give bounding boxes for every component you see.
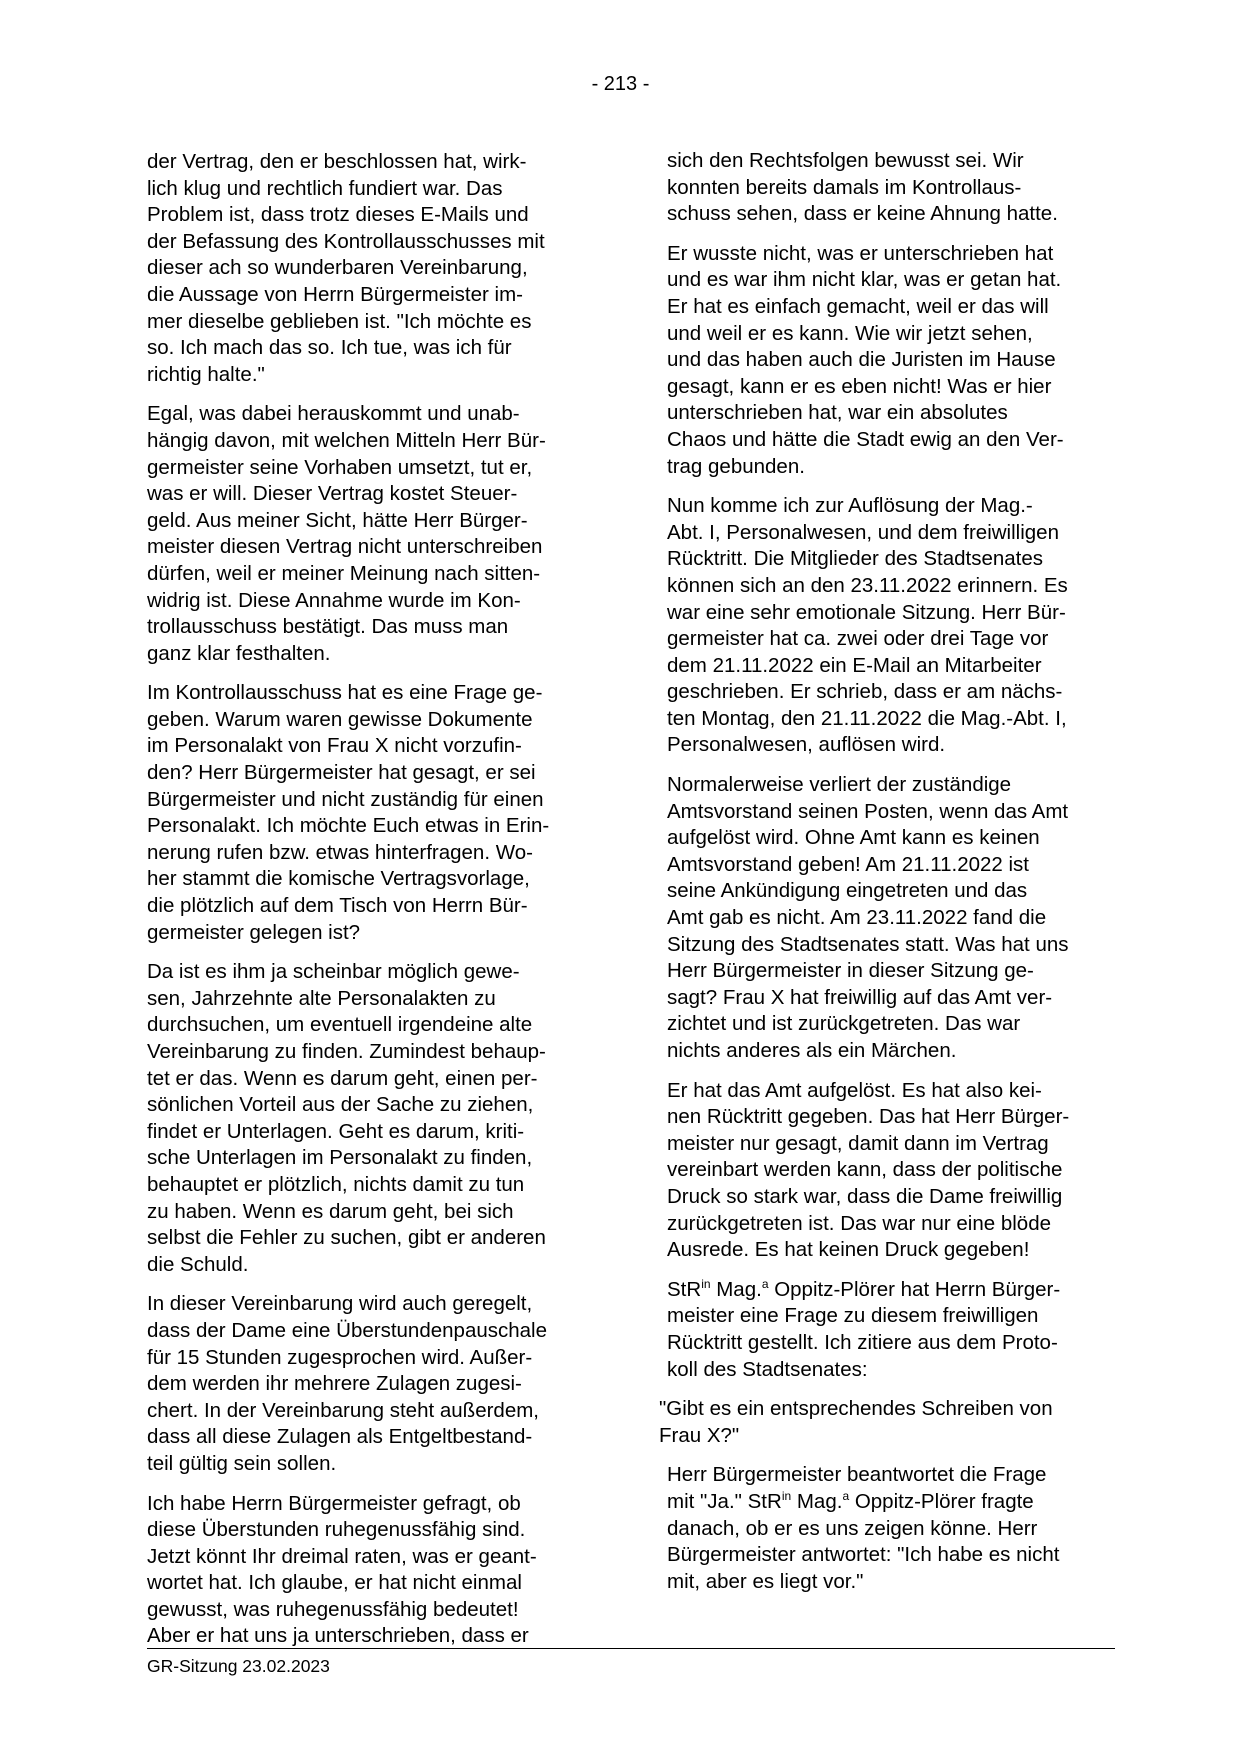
title-str: StR	[667, 1277, 702, 1301]
title-str-superscript: in	[781, 1488, 792, 1503]
paragraph: In dieser Vereinbarung wird auch geregelt, dass der Dame eine Überstundenpauschale für 15 Stunden zugesprochen wird. Außer- dem werden ihr mehrere Zulagen zugesi- chert. In der Vereinbarung steht außerdem, dass all diese Zulagen als Entgeltbestand- teil gültig sein sollen.	[147, 1292, 548, 1475]
title-mag: Mag.	[791, 1489, 843, 1513]
footer-divider	[147, 1648, 1115, 1649]
paragraph-text: Herr Bürgermeister beantwortet die Frage mit "Ja."	[667, 1463, 1047, 1513]
paragraph: Er hat das Amt aufgelöst. Es hat also kei- nen Rücktritt gegeben. Das hat Herr Bürger- meister nur gesagt, damit dann im Vertrag vereinbart werden kann, dass der politische Druck so stark war, dass die Dame freiwillig zurückgetreten ist. Das war nur eine blöde Ausrede. Es hat keinen Druck gegeben!	[667, 1078, 1070, 1262]
paragraph: Im Kontrollausschuss hat es eine Frage ge- geben. Warum waren gewisse Dokumente im Personalakt von Frau X nicht vorzufin- den? Herr Bürgermeister hat gesagt, er sei Bürgermeister und nicht zuständig für einen Personalakt. Ich möchte Euch etwas in Erin- nerung rufen bzw. etwas hinterfragen. Wo- her stammt die komische Vertragsvorlage, die plötzlich auf dem Tisch von Herrn Bür- germeister gelegen ist?	[147, 681, 550, 944]
paragraph: Da ist es ihm ja scheinbar möglich gewe- sen, Jahrzehnte alte Personalakten zu durchsuchen, um eventuell irgendeine alte Vereinbarung zu finden. Zumindest behaup- tet er das. Wenn es darum geht, einen per- sönlichen Vorteil aus der Sache zu ziehen, findet er Unterlagen. Geht es darum, kriti- sche Unterlagen im Personalakt zu finden, behauptet er plötzlich, nichts damit zu tun zu haben. Wenn es darum geht, bei sich selbst die Fehler zu suchen, gibt er anderen die Schuld.	[147, 960, 546, 1276]
paragraph: sich den Rechtsfolgen bewusst sei. Wir konnten bereits damals im Kontrollaus- schuss sehen, dass er keine Ahnung hatte.	[667, 149, 1058, 226]
footer-session-date: GR-Sitzung 23.02.2023	[147, 1656, 330, 1676]
paragraph-text: Oppitz-Plörer hat Herrn Bürger- meister eine Frage zu diesem freiwilligen Rücktritt gestellt. Ich zitiere aus dem Proto- koll des Stadtsenates:	[667, 1277, 1061, 1381]
paragraph: Normalerweise verliert der zuständige Amtsvorstand seinen Posten, wenn das Amt aufgelöst wird. Ohne Amt kann es keinen Amtsvorstand geben! Am 21.11.2022 ist seine Ankündigung eingetreten und das Amt gab es nicht. Am 23.11.2022 fand die Sitzung des Stadtsenates statt. Was hat uns Herr Bürgermeister in dieser Sitzung ge- sagt? Frau X hat freiwillig auf das Amt ver- zichtet und ist zurückgetreten. Das war nichts anderes als ein Märchen.	[667, 773, 1069, 1062]
paragraph: der Vertrag, den er beschlossen hat, wirk- lich klug und rechtlich fundiert war. Das Problem ist, dass trotz dieses E-Mails und der Befassung des Kontrollausschusses mit dieser ach so wunderbaren Vereinbarung, die Aussage von Herrn Bürgermeister im- mer dieselbe geblieben ist. "Ich möchte es so. Ich mach das so. Ich tue, was ich für richtig halte."	[147, 150, 545, 386]
paragraph: Er wusste nicht, was er unterschrieben hat und es war ihm nicht klar, was er getan hat. Er hat es einfach gemacht, weil er das will und weil er es kann. Wie wir jetzt sehen, und das haben auch die Juristen im Hause gesagt, kann er es eben nicht! Was er hier unterschrieben hat, war ein absolutes Chaos und hätte die Stadt ewig an den Ver- trag gebunden.	[667, 241, 1064, 478]
paragraph: Nun komme ich zur Auflösung der Mag.- Abt. I, Personalwesen, und dem freiwilligen Rücktritt. Die Mitglieder des Stadtsenates können sich an den 23.11.2022 erinnern. Es war eine sehr emotionale Sitzung. Herr Bür- germeister hat ca. zwei oder drei Tage vor dem 21.11.2022 ein E-Mail an Mitarbeiter geschrieben. Er schrieb, dass er am nächs- ten Montag, den 21.11.2022 die Mag.-Abt. I, Personalwesen, auflösen wird.	[667, 494, 1068, 757]
title-str: StR	[747, 1489, 782, 1513]
title-mag: Mag.	[710, 1277, 762, 1301]
page-number: - 213 -	[591, 73, 650, 95]
protocol-quote: "Gibt es ein entsprechendes Schreiben von Frau X?"	[659, 1397, 1053, 1447]
paragraph-answer	[667, 1462, 1115, 1595]
paragraph: Ich habe Herrn Bürgermeister gefragt, ob diese Überstunden ruhegenussfähig sind. Jetzt könnt Ihr dreimal raten, was er geant- wortet hat. Ich glaube, er hat nicht einmal gewusst, was ruhegenussfähig bedeutet! Aber er hat uns ja unterschrieben, dass er	[147, 1491, 537, 1648]
paragraph-text: Oppitz-Plörer fragte danach, ob er es uns zeigen könne. Herr Bürgermeister antwortet: "Ich habe es nicht mit, aber es liegt vor."	[667, 1489, 1060, 1593]
title-str-superscript: in	[701, 1276, 711, 1291]
title-mag-superscript: a	[761, 1276, 769, 1291]
left-text-column	[147, 149, 595, 1663]
paragraph-question-intro	[667, 1277, 1115, 1383]
title-mag-superscript: a	[842, 1488, 850, 1503]
right-text-column	[659, 149, 1115, 1608]
paragraph: Egal, was dabei herauskommt und unab- hängig davon, mit welchen Mitteln Herr Bür- germeister seine Vorhaben umsetzt, tut er, was er will. Dieser Vertrag kostet Steuer- geld. Aus meiner Sicht, hätte Herr Bürger- meister diesen Vertrag nicht unterschreiben dürfen, weil er meiner Meinung nach sitten- widrig ist. Diese Annahme wurde im Kon- trollausschuss bestätigt. Das muss man ganz klar festhalten.	[147, 402, 546, 665]
